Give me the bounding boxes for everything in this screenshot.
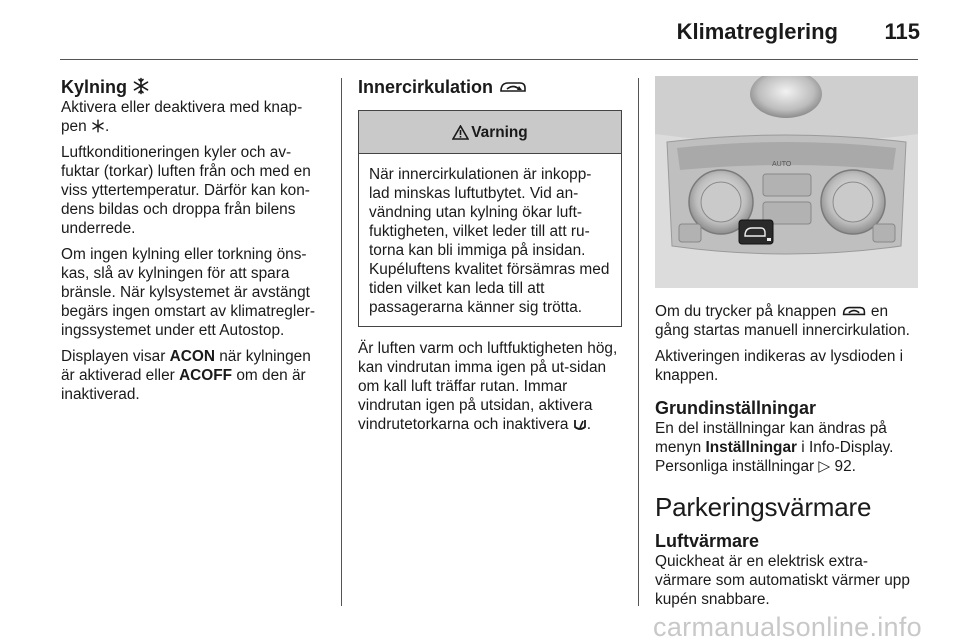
watermark: carmanualsonline.info: [653, 612, 922, 642]
column-recirculation: [358, 76, 624, 441]
climate-panel-photo: [655, 76, 918, 288]
paragraph: Är luften varm och luftfuktigheten hög, kan vindrutan imma igen på ut-sidan om kall luft träffar rutan. Immar vindrutan igen på utsidan, aktivera vindrutetorkarna och inaktivera .: [358, 340, 618, 433]
paragraph: Om ingen kylning eller torkning öns-kas, slå av kylningen för att spara bränsle. När kylsystemet är avstängt begärs ingen omstart av klimatregler-ingssystemet under ett Autostop.: [61, 246, 316, 339]
column-divider: [638, 78, 639, 606]
warning-box: [358, 110, 622, 327]
paragraph: Aktivera eller deaktivera med knap- pen .: [61, 99, 303, 135]
warning-text: När innercirkulationen är inkopp-lad minskas luftutbytet. Vid an-vändning utan kylning ökar luft-fuktigheten, vilket leder till att ru-torna kan bli immiga på insidan. Kupéluftens kvalitet försämras med tiden vilket kan leda till att passagerarna känner sig trötta.: [369, 166, 610, 316]
page-reference[interactable]: 92.: [834, 458, 856, 475]
paragraph: Displayen visar ACON när kylningen är aktiverad eller ACOFF om den är inaktiverad.: [61, 348, 311, 403]
recirculation-icon: [498, 79, 528, 95]
page-title: Klimatreglering: [676, 19, 838, 44]
heading-recirculation: Innercirkulation: [358, 76, 624, 98]
snowflake-icon: [91, 119, 105, 133]
paragraph: Om du trycker på knappen en gång startas manuell innercirkulation.: [655, 303, 910, 339]
paragraph: Luftkonditioneringen kyler och av-fuktar (torkar) luften från och med en viss yttertemperatur. Därför kan kon-dens bildas och droppa från bilens underrede.: [61, 144, 311, 237]
column-settings: [655, 76, 921, 616]
column-divider: [341, 78, 342, 606]
heading-air-heater: Luftvärmare: [655, 531, 760, 551]
wiper-icon: [573, 417, 587, 431]
climate-panel-illustration: [655, 76, 918, 288]
section-heading-parking-heater: Parkeringsvärmare: [655, 492, 872, 522]
header-rule: [60, 59, 918, 60]
heading-basic-settings: Grundinställningar: [655, 398, 817, 418]
page-number: 115: [884, 19, 920, 44]
paragraph: Quickheat är en elektrisk extra-värmare som automatiskt värmer upp kupén snabbare.: [655, 553, 910, 608]
auto-label: AUTO: [772, 161, 792, 168]
page-reference-icon: ▷: [818, 458, 831, 475]
snowflake-icon: [132, 77, 150, 95]
page-header: [0, 0, 960, 60]
warning-header: Varning: [359, 111, 621, 154]
heading-cooling: Kylning: [61, 76, 327, 98]
paragraph: Aktiveringen indikeras av lysdioden i knappen.: [655, 348, 904, 384]
recirculation-icon: [841, 304, 867, 318]
paragraph: En del inställningar kan ändras på menyn Inställningar i Info-Display. Personliga inställningar ▷ 92.: [655, 420, 894, 475]
warning-icon: [452, 125, 469, 140]
column-cooling: [61, 76, 327, 411]
